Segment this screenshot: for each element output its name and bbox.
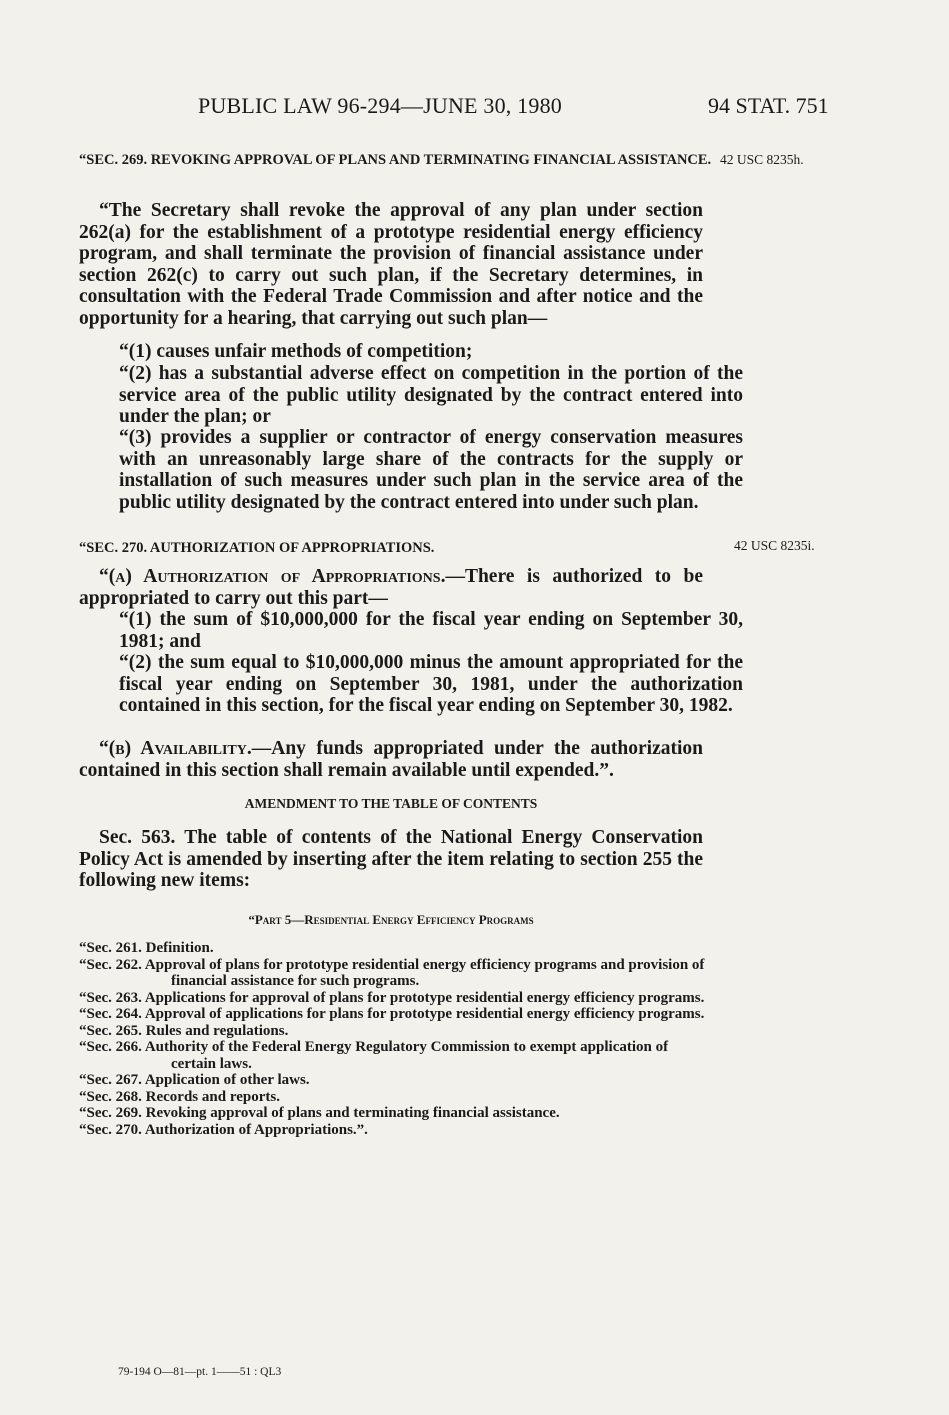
- toc-item: “Sec. 268. Records and reports.: [79, 1088, 280, 1105]
- toc-item: “Sec. 263. Applications for approval of plans for prototype residential energy efficiency programs.: [79, 989, 705, 1006]
- sec269-item2: [79, 363, 743, 428]
- margin-citation-sec270: 42 USC 8235i.: [734, 538, 815, 553]
- stat-page-number: 94 STAT. 751: [708, 93, 829, 118]
- sec270-a-text: —There is authorized to be appropriated to carry out this part—: [79, 566, 703, 609]
- sec269-item2-text: “(2) has a substantial adverse effect on competition in the portion of the service area of the public utility designated by the contract entered into under the plan; or: [119, 363, 743, 427]
- toc-item: “Sec. 267. Application of other laws.: [79, 1072, 310, 1088]
- toc-item: “Sec. 264. Approval of applications for plans for prototype residential energy efficiency programs.: [79, 1006, 705, 1022]
- toc-item: “Sec. 270. Authorization of Appropriations.”.: [79, 1121, 368, 1138]
- printing-footer: 79-194 O—81—pt. 1——51 : QL3: [118, 1366, 282, 1378]
- sec269-heading: “SEC. 269. REVOKING APPROVAL OF PLANS AND TERMINATING FINANCIAL ASSISTANCE.: [79, 152, 712, 168]
- toc-item: “Sec. 266. Authority of the Federal Energy Regulatory Commission to exempt application of certain laws.: [79, 1039, 669, 1072]
- sec270-a2: “(2) the sum equal to $10,000,000 minus the amount appropriated for the fiscal year ending on September 30, 1981, under the authorization contained in this section, for the fiscal year ending on September 30, 1982.: [119, 652, 743, 716]
- sec270-subsection-b: [79, 738, 703, 781]
- sec270-b-text: —Any funds appropriated under the authorization contained in this section shall remain available until expended.”.: [79, 738, 703, 781]
- sec269-item3: “(3) provides a supplier or contractor of energy conservation measures with an unreasonably large share of the contracts for the supply or installation of such measures under such plan in the service area of the public utility designated by the contract entered into under such plan.: [119, 427, 743, 513]
- toc-item: “Sec. 265. Rules and regulations.: [79, 1022, 289, 1039]
- amendment-body: Sec. 563. The table of contents of the National Energy Conservation Policy Act is amended by inserting after the item relating to section 255 the following new items:: [79, 827, 703, 891]
- sec270-a-label: “(a) Authorization of Appropriations.: [99, 566, 446, 587]
- toc-item: “Sec. 261. Definition.: [79, 940, 214, 956]
- table-of-contents-items: [79, 940, 709, 1138]
- sec270-a1: “(1) the sum of $10,000,000 for the fiscal year ending on September 30, 1981; and: [119, 609, 743, 652]
- sec269-item1: “(1) causes unfair methods of competition;: [119, 341, 473, 362]
- sec270-subsection-a: [79, 566, 703, 609]
- toc-item: “Sec. 269. Revoking approval of plans and terminating financial assistance.: [79, 1105, 560, 1121]
- sec270-heading: “SEC. 270. AUTHORIZATION OF APPROPRIATIONS.: [79, 540, 435, 556]
- sec269-body: “The Secretary shall revoke the approval of any plan under section 262(a) for the establishment of a prototype residential energy efficiency program, and shall terminate the provision of financial assistance under section 262(c) to carry out such plan, if the Secretary determines, in consultation with the Federal Trade Commission and after notice and the opportunity for a hearing, that carrying out such plan—: [79, 200, 703, 329]
- margin-citation-sec269: 42 USC 8235h.: [720, 152, 804, 167]
- part5-heading: “Part 5—Residential Energy Efficiency Programs: [248, 912, 534, 927]
- running-header-title: PUBLIC LAW 96-294—JUNE 30, 1980: [198, 93, 562, 118]
- sec270-b-label: “(b) Availability.: [99, 738, 252, 759]
- toc-item: “Sec. 262. Approval of plans for prototype residential energy efficiency programs and provision of financial assistance for such programs.: [79, 956, 705, 989]
- amendment-heading: AMENDMENT TO THE TABLE OF CONTENTS: [244, 796, 538, 811]
